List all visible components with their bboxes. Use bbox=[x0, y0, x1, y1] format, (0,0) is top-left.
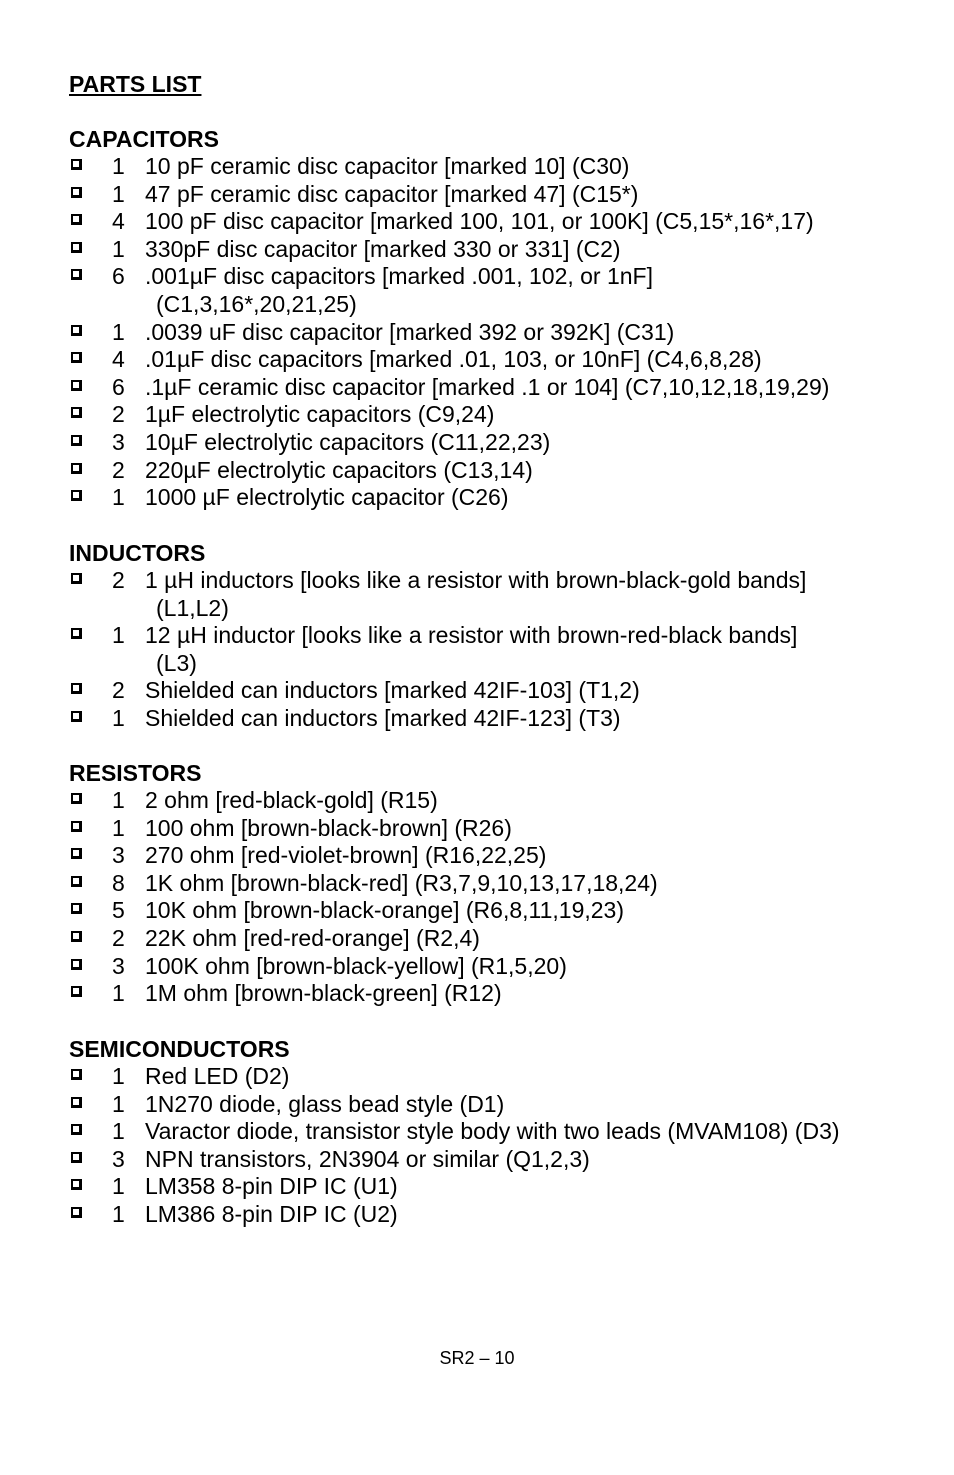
list-item bbox=[69, 953, 939, 981]
checkbox-icon[interactable] bbox=[71, 380, 82, 391]
list-item bbox=[69, 181, 939, 209]
list-item bbox=[69, 1118, 939, 1146]
page-footer: SR2 – 10 bbox=[439, 1348, 515, 1368]
item-quantity: 3 bbox=[112, 428, 125, 455]
checkbox-icon[interactable] bbox=[71, 490, 82, 501]
item-description: 330pF disc capacitor [marked 330 or 331] (C2) bbox=[145, 235, 621, 262]
checkbox-icon[interactable] bbox=[71, 793, 82, 804]
item-description: 10 pF ceramic disc capacitor [marked 10] (C30) bbox=[145, 153, 630, 179]
item-quantity: 1 bbox=[112, 1063, 125, 1089]
item-quantity: 4 bbox=[112, 346, 125, 373]
item-quantity: 1 bbox=[112, 318, 125, 345]
item-description: 1K ohm [brown-black-red] (R3,7,9,10,13,17,18,24) bbox=[145, 869, 658, 896]
item-quantity: 2 bbox=[112, 401, 125, 428]
item-description: 47 pF ceramic disc capacitor [marked 47] (C15*) bbox=[145, 180, 639, 207]
list-item bbox=[69, 787, 939, 815]
checkbox-icon[interactable] bbox=[71, 269, 82, 280]
list-item bbox=[69, 319, 939, 347]
item-quantity: 1 bbox=[112, 980, 125, 1007]
list-item bbox=[69, 346, 939, 374]
item-quantity: 5 bbox=[112, 897, 125, 924]
item-description: LM386 8-pin DIP IC (U2) bbox=[145, 1200, 398, 1227]
checkbox-icon[interactable] bbox=[71, 214, 82, 225]
item-quantity: 3 bbox=[112, 1145, 125, 1172]
item-quantity: 8 bbox=[112, 869, 125, 896]
item-description: .001µF disc capacitors [marked .001, 102, or 1nF] bbox=[145, 263, 653, 290]
item-quantity: 1 bbox=[112, 484, 125, 511]
item-description: .1µF ceramic disc capacitor [marked .1 or 104] (C7,10,12,18,19,29) bbox=[145, 373, 830, 400]
checkbox-icon[interactable] bbox=[71, 1097, 82, 1108]
item-quantity: 1 bbox=[112, 1200, 125, 1227]
section-heading: RESISTORS bbox=[69, 760, 202, 786]
parts-list bbox=[69, 567, 939, 733]
item-description: 1N270 diode, glass bead style (D1) bbox=[145, 1090, 505, 1117]
item-quantity: 1 bbox=[112, 622, 125, 649]
item-quantity: 3 bbox=[112, 842, 125, 869]
item-description: .01µF disc capacitors [marked .01, 103, or 10nF] (C4,6,8,28) bbox=[145, 346, 762, 373]
item-description: 10K ohm [brown-black-orange] (R6,8,11,19,23) bbox=[145, 897, 625, 924]
section-semiconductors bbox=[69, 1035, 939, 1229]
item-description-continued: (C1,3,16*,20,21,25) bbox=[156, 290, 357, 317]
checkbox-icon[interactable] bbox=[71, 711, 82, 722]
item-quantity: 6 bbox=[112, 263, 125, 290]
list-item bbox=[69, 842, 939, 870]
item-description: Shielded can inductors [marked 42IF-103] (T1,2) bbox=[145, 677, 640, 704]
list-item bbox=[69, 208, 939, 236]
item-quantity: 1 bbox=[112, 180, 125, 207]
checkbox-icon[interactable] bbox=[71, 821, 82, 832]
item-description: 100 pF disc capacitor [marked 100, 101, or 100K] (C5,15*,16*,17) bbox=[145, 208, 814, 235]
item-quantity: 1 bbox=[112, 1173, 125, 1200]
checkbox-icon[interactable] bbox=[71, 187, 82, 198]
checkbox-icon[interactable] bbox=[71, 876, 82, 887]
list-item bbox=[69, 401, 939, 429]
item-description-continued: (L3) bbox=[156, 649, 197, 676]
list-item bbox=[69, 677, 939, 705]
item-quantity: 1 bbox=[112, 1090, 125, 1117]
list-item bbox=[69, 374, 939, 402]
section-heading: CAPACITORS bbox=[69, 126, 219, 152]
list-item bbox=[69, 153, 939, 181]
item-description: 220µF electrolytic capacitors (C13,14) bbox=[145, 456, 533, 483]
item-quantity: 2 bbox=[112, 677, 125, 704]
checkbox-icon[interactable] bbox=[71, 463, 82, 474]
list-item bbox=[69, 705, 939, 733]
checkbox-icon[interactable] bbox=[71, 242, 82, 253]
section-inductors bbox=[69, 539, 939, 733]
item-description: NPN transistors, 2N3904 or similar (Q1,2,3) bbox=[145, 1145, 590, 1172]
list-item bbox=[69, 815, 939, 843]
parts-list bbox=[69, 153, 939, 512]
list-item bbox=[69, 1063, 939, 1091]
item-quantity: 2 bbox=[112, 456, 125, 483]
parts-list bbox=[69, 1063, 939, 1229]
list-item bbox=[69, 263, 939, 318]
item-quantity: 2 bbox=[112, 924, 125, 951]
item-description: LM358 8-pin DIP IC (U1) bbox=[145, 1173, 398, 1200]
item-description-continued: (L1,L2) bbox=[156, 594, 229, 621]
list-item bbox=[69, 429, 939, 457]
list-item bbox=[69, 567, 939, 622]
list-item bbox=[69, 236, 939, 264]
item-quantity: 1 bbox=[112, 704, 125, 731]
list-item bbox=[69, 897, 939, 925]
checkbox-icon[interactable] bbox=[71, 986, 82, 997]
item-quantity: 1 bbox=[112, 1118, 125, 1145]
list-item bbox=[69, 980, 939, 1008]
item-description: 1µF electrolytic capacitors (C9,24) bbox=[145, 401, 495, 428]
item-description: 1 µH inductors [looks like a resistor with brown-black-gold bands] bbox=[145, 567, 807, 593]
list-item bbox=[69, 484, 939, 512]
item-quantity: 1 bbox=[112, 235, 125, 262]
item-description: 1M ohm [brown-black-green] (R12) bbox=[145, 980, 502, 1007]
checkbox-icon[interactable] bbox=[71, 1179, 82, 1190]
parts-list bbox=[69, 787, 939, 1008]
item-quantity: 1 bbox=[112, 153, 125, 179]
item-description: Red LED (D2) bbox=[145, 1063, 290, 1089]
item-quantity: 4 bbox=[112, 208, 125, 235]
checkbox-icon[interactable] bbox=[71, 683, 82, 694]
section-heading: SEMICONDUCTORS bbox=[69, 1036, 290, 1062]
checkbox-icon[interactable] bbox=[71, 573, 82, 584]
list-item bbox=[69, 870, 939, 898]
checkbox-icon[interactable] bbox=[71, 407, 82, 418]
checkbox-icon[interactable] bbox=[71, 903, 82, 914]
checkbox-icon[interactable] bbox=[71, 1069, 82, 1080]
list-item bbox=[69, 457, 939, 485]
checkbox-icon[interactable] bbox=[71, 959, 82, 970]
item-description: 12 µH inductor [looks like a resistor with brown-red-black bands] bbox=[145, 622, 798, 649]
list-item bbox=[69, 1091, 939, 1119]
section-resistors bbox=[69, 759, 939, 1008]
item-quantity: 6 bbox=[112, 373, 125, 400]
item-description: Varactor diode, transistor style body with two leads (MVAM108) (D3) bbox=[145, 1118, 840, 1145]
item-description: 10µF electrolytic capacitors (C11,22,23) bbox=[145, 428, 551, 455]
list-item bbox=[69, 1201, 939, 1229]
checkbox-icon[interactable] bbox=[71, 325, 82, 336]
item-description: .0039 uF disc capacitor [marked 392 or 392K] (C31) bbox=[145, 318, 675, 345]
item-quantity: 1 bbox=[112, 787, 125, 813]
checkbox-icon[interactable] bbox=[71, 931, 82, 942]
checkbox-icon[interactable] bbox=[71, 159, 82, 170]
list-item bbox=[69, 925, 939, 953]
item-description: 1000 µF electrolytic capacitor (C26) bbox=[145, 484, 509, 511]
checkbox-icon[interactable] bbox=[71, 1207, 82, 1218]
item-description: 100 ohm [brown-black-brown] (R26) bbox=[145, 814, 512, 841]
item-description: 22K ohm [red-red-orange] (R2,4) bbox=[145, 924, 480, 951]
checkbox-icon[interactable] bbox=[71, 1152, 82, 1163]
checkbox-icon[interactable] bbox=[71, 848, 82, 859]
list-item bbox=[69, 1173, 939, 1201]
list-item bbox=[69, 1146, 939, 1174]
item-description: 100K ohm [brown-black-yellow] (R1,5,20) bbox=[145, 952, 567, 979]
list-item bbox=[69, 622, 939, 677]
item-description: 270 ohm [red-violet-brown] (R16,22,25) bbox=[145, 842, 547, 869]
item-description: 2 ohm [red-black-gold] (R15) bbox=[145, 787, 438, 813]
checkbox-icon[interactable] bbox=[71, 1124, 82, 1135]
item-description: Shielded can inductors [marked 42IF-123] (T3) bbox=[145, 704, 621, 731]
page-title: PARTS LIST bbox=[69, 71, 202, 97]
item-quantity: 3 bbox=[112, 952, 125, 979]
item-quantity: 1 bbox=[112, 814, 125, 841]
item-quantity: 2 bbox=[112, 567, 125, 593]
section-heading: INDUCTORS bbox=[69, 540, 206, 566]
checkbox-icon[interactable] bbox=[71, 352, 82, 363]
checkbox-icon[interactable] bbox=[71, 435, 82, 446]
section-capacitors bbox=[69, 125, 939, 512]
checkbox-icon[interactable] bbox=[71, 628, 82, 639]
